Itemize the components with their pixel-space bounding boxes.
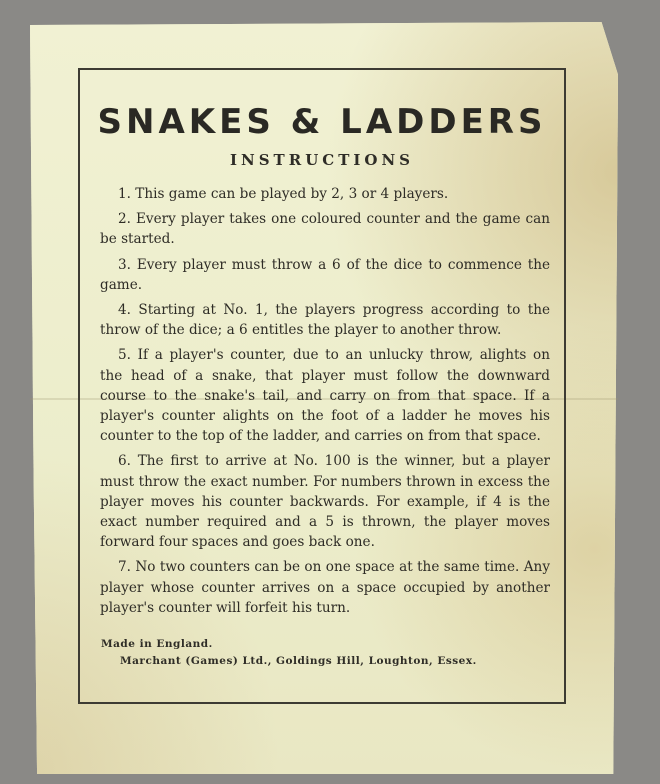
rule-item: 6. The first to arrive at No. 100 is the winner, but a player must throw the exact number. For numbers thrown in excess the player moves his counter backwards. For example, if 4 is the exact number required and a 5 is thrown, the player moves forward four spaces and goes back one. [100, 453, 550, 551]
rule-item: 7. No two counters can be on one space at the same time. Any player whose counter arrives on a space occupied by another player's counter will forfeit his turn. [100, 559, 550, 616]
made-in-text: Made in England. [101, 638, 213, 650]
rules-list [100, 184, 550, 623]
page-title: SNAKES & LADDERS [97, 102, 547, 142]
rule-item: 2. Every player takes one coloured counter and the game can be started. [100, 211, 550, 248]
page-subtitle: INSTRUCTIONS [230, 151, 414, 169]
manufacturer-text: Marchant (Games) Ltd., Goldings Hill, Loughton, Essex. [120, 655, 477, 667]
rule-item: 5. If a player's counter, due to an unlucky throw, alights on the head of a snake, that player must follow the downward course to the snake's tail, and carry on from that space. If a player's counter alights on the foot of a ladder he moves his counter to the top of the ladder, and carries on from that space. [100, 347, 550, 445]
rule-item: 3. Every player must throw a 6 of the dice to commence the game. [100, 256, 550, 293]
rule-item: 4. Starting at No. 1, the players progress according to the throw of the dice; a 6 entitles the player to another throw. [100, 302, 550, 339]
rule-item: 1. This game can be played by 2, 3 or 4 players. [118, 186, 449, 202]
